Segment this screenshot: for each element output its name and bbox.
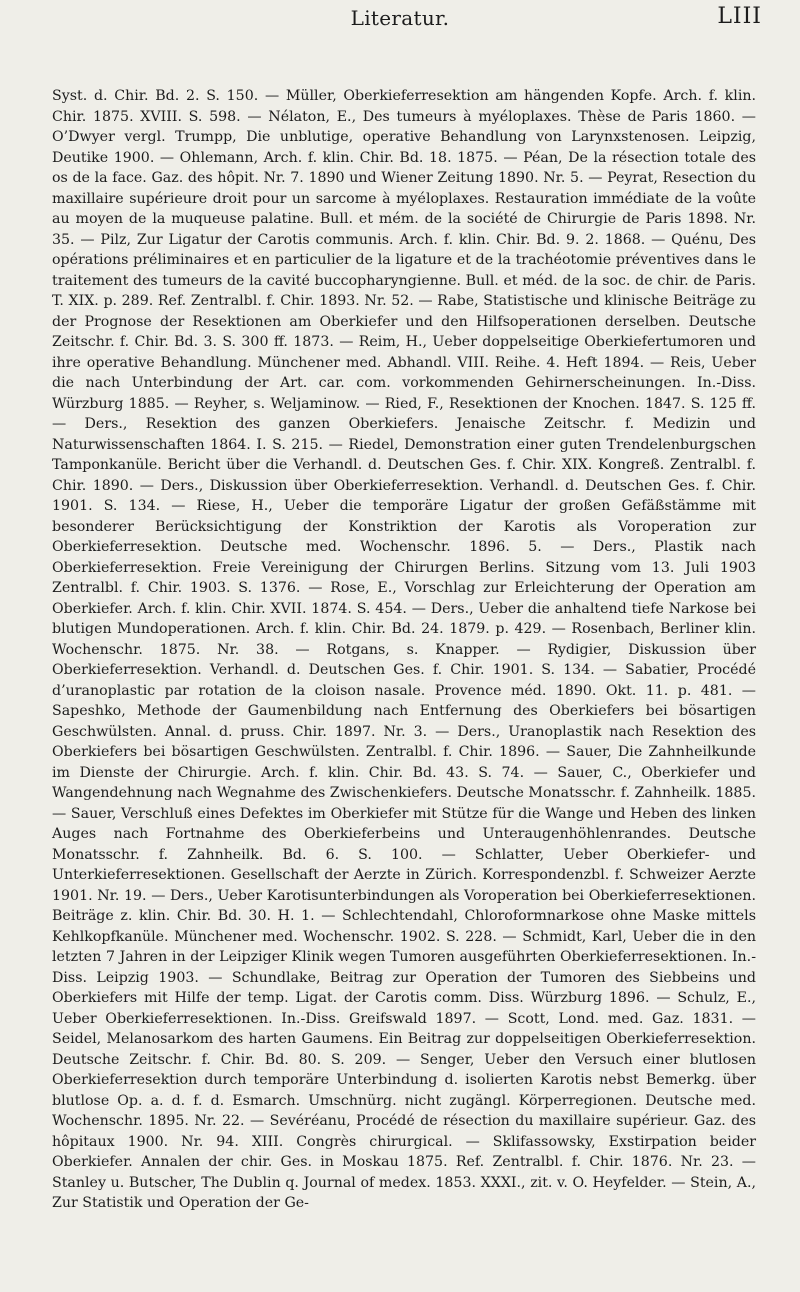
running-header-title: Literatur. [350, 6, 450, 30]
bibliography-text [52, 86, 756, 1214]
bibliography-paragraph: Syst. d. Chir. Bd. 2. S. 150. — Müller, Oberkieferresektion am hängenden Kopfe. Arch. f. klin. Chir. 1875. XVIII. S. 598. — Nélaton, E., Des tumeurs à myéloplaxes. Thèse de Paris 1860. — O’Dwyer vergl. Trumpp, Die unblutige, operative Behandlung von Larynxstenosen. Leipzig, Deutike 1900. — Ohlemann, Arch. f. klin. Chir. Bd. 18. 1875. — Péan, De la résection totale des os de la face. Gaz. des hôpit. Nr. 7. 1890 und Wiener Zeitung 1890. Nr. 5. — Peyrat, Resection du maxillaire supérieure droit pour un sarcome à myéloplaxes. Restauration immédiate de la voûte au moyen de la muqueuse palatine. Bull. et mém. de la société de Chirurgie de Paris 1898. Nr. 35. — Pilz, Zur Ligatur der Carotis communis. Arch. f. klin. Chir. Bd. 9. 2. 1868. — Quénu, Des opérations préliminaires et en particulier de la ligature et de la trachéotomie préventives dans le traitement des tumeurs de la cavité buccopharyngienne. Bull. et méd. de la soc. de chir. de Paris. T. XIX. p. 289. Ref. Zentralbl. f. Chir. 1893. Nr. 52. — Rabe, Statistische und klinische Beiträge zu der Prognose der Resektionen am Oberkiefer und den Hilfsoperationen derselben. Deutsche Zeitschr. f. Chir. Bd. 3. S. 300 ff. 1873. — Reim, H., Ueber doppelseitige Oberkiefertumoren und ihre operative Behandlung. Münchener med. Abhandl. VIII. Reihe. 4. Heft 1894. — Reis, Ueber die nach Unterbindung der Art. car. com. vorkommenden Gehirnerscheinungen. In.-Diss. Würzburg 1885. — Reyher, s. Weljaminow. — Ried, F., Resektionen der Knochen. 1847. S. 125 ff. — Ders., Resektion des ganzen Oberkiefers. Jenaische Zeitschr. f. Medizin und Naturwissenschaften 1864. I. S. 215. — Riedel, Demonstration einer guten Trendelenburgschen Tamponkanüle. Bericht über die Verhandl. d. Deutschen Ges. f. Chir. XIX. Kongreß. Zentralbl. f. Chir. 1890. — Ders., Diskussion über Oberkieferresektion. Verhandl. d. Deutschen Ges. f. Chir. 1901. S. 134. — Riese, H., Ueber die temporäre Ligatur der großen Gefäßstämme mit besonderer Berücksichtigung der Konstriktion der Karotis als Voroperation zur Oberkieferresektion. Deutsche med. Wochenschr. 1896. 5. — Ders., Plastik nach Oberkieferresektion. Freie Vereinigung der Chirurgen Berlins. Sitzung vom 13. Juli 1903 Zentralbl. f. Chir. 1903. S. 1376. — Rose, E., Vorschlag zur Erleichterung der Operation am Oberkiefer. Arch. f. klin. Chir. XVII. 1874. S. 454. — Ders., Ueber die anhaltend tiefe Narkose bei blutigen Mundoperationen. Arch. f. klin. Chir. Bd. 24. 1879. p. 429. — Rosenbach, Berliner klin. Wochenschr. 1875. Nr. 38. — Rotgans, s. Knapper. — Rydigier, Diskussion über Oberkieferresektion. Verhandl. d. Deutschen Ges. f. Chir. 1901. S. 134. — Sabatier, Procédé d’uranoplastic par rotation de la cloison nasale. Provence méd. 1890. Okt. 11. p. 481. — Sapeshko, Methode der Gaumenbildung nach Entfernung des Oberkiefers bei bösartigen Geschwülsten. Annal. d. pruss. Chir. 1897. Nr. 3. — Ders., Uranoplastik nach Resektion des Oberkiefers bei bösartigen Geschwülsten. Zentralbl. f. Chir. 1896. — Sauer, Die Zahnheilkunde im Dienste der Chirurgie. Arch. f. klin. Chir. Bd. 43. S. 74. — Sauer, C., Oberkiefer und Wangendehnung nach Wegnahme des Zwischenkiefers. Deutsche Monatsschr. f. Zahnheilk. 1885. — Sauer, Verschluß eines Defektes im Oberkiefer mit Stütze für die Wange und Heben des linken Auges nach Fortnahme des Oberkieferbeins und Unteraugenhöhlenrandes. Deutsche Monatsschr. f. Zahnheilk. Bd. 6. S. 100. — Schlatter, Ueber Oberkiefer- und Unterkieferresektionen. Gesellschaft der Aerzte in Zürich. Korrespondenzbl. f. Schweizer Aerzte 1901. Nr. 19. — Ders., Ueber Karotisunterbindungen als Voroperation bei Oberkieferresektionen. Beiträge z. klin. Chir. Bd. 30. H. 1. — Schlechtendahl, Chloroformnarkose ohne Maske mittels Kehlkopfkanüle. Münchener med. Wochenschr. 1902. S. 228. — Schmidt, Karl, Ueber die in den letzten 7 Jahren in der Leipziger Klinik wegen Tumoren ausgeführten Oberkieferresektionen. In.-Diss. Leipzig 1903. — Schundlake, Beitrag zur Operation der Tumoren des Siebbeins und Oberkiefers mit Hilfe der temp. Ligat. der Carotis comm. Diss. Würzburg 1896. — Schulz, E., Ueber Oberkieferresektionen. In.-Diss. Greifswald 1897. — Scott, Lond. med. Gaz. 1831. — Seidel, Melanosarkom des harten Gaumens. Ein Beitrag zur doppelseitigen Oberkieferresektion. Deutsche Zeitschr. f. Chir. Bd. 80. S. 209. — Senger, Ueber den Versuch einer blutlosen Oberkieferresektion durch temporäre Unterbindung d. isolierten Karotis nebst Bemerkg. über blutlose Op. a. d. f. d. Esmarch. Umschnürg. nicht zugängl. Körperregionen. Deutsche med. Wochenschr. 1895. Nr. 22. — Sevéréanu, Procédé de résection du maxillaire supérieur. Gaz. des hôpitaux 1900. Nr. 94. XIII. Congrès chirurgical. — Sklifassowsky, Exstirpation beider Oberkiefer. Annalen der chir. Ges. in Moskau 1875. Ref. Zentralbl. f. Chir. 1876. Nr. 23. — Stanley u. Butscher, The Dublin q. Journal of medex. 1853. XXXI., zit. v. O. Heyfelder. — Stein, A., Zur Statistik und Operation der Ge- [52, 88, 756, 1211]
page-number: LIII [717, 4, 762, 29]
